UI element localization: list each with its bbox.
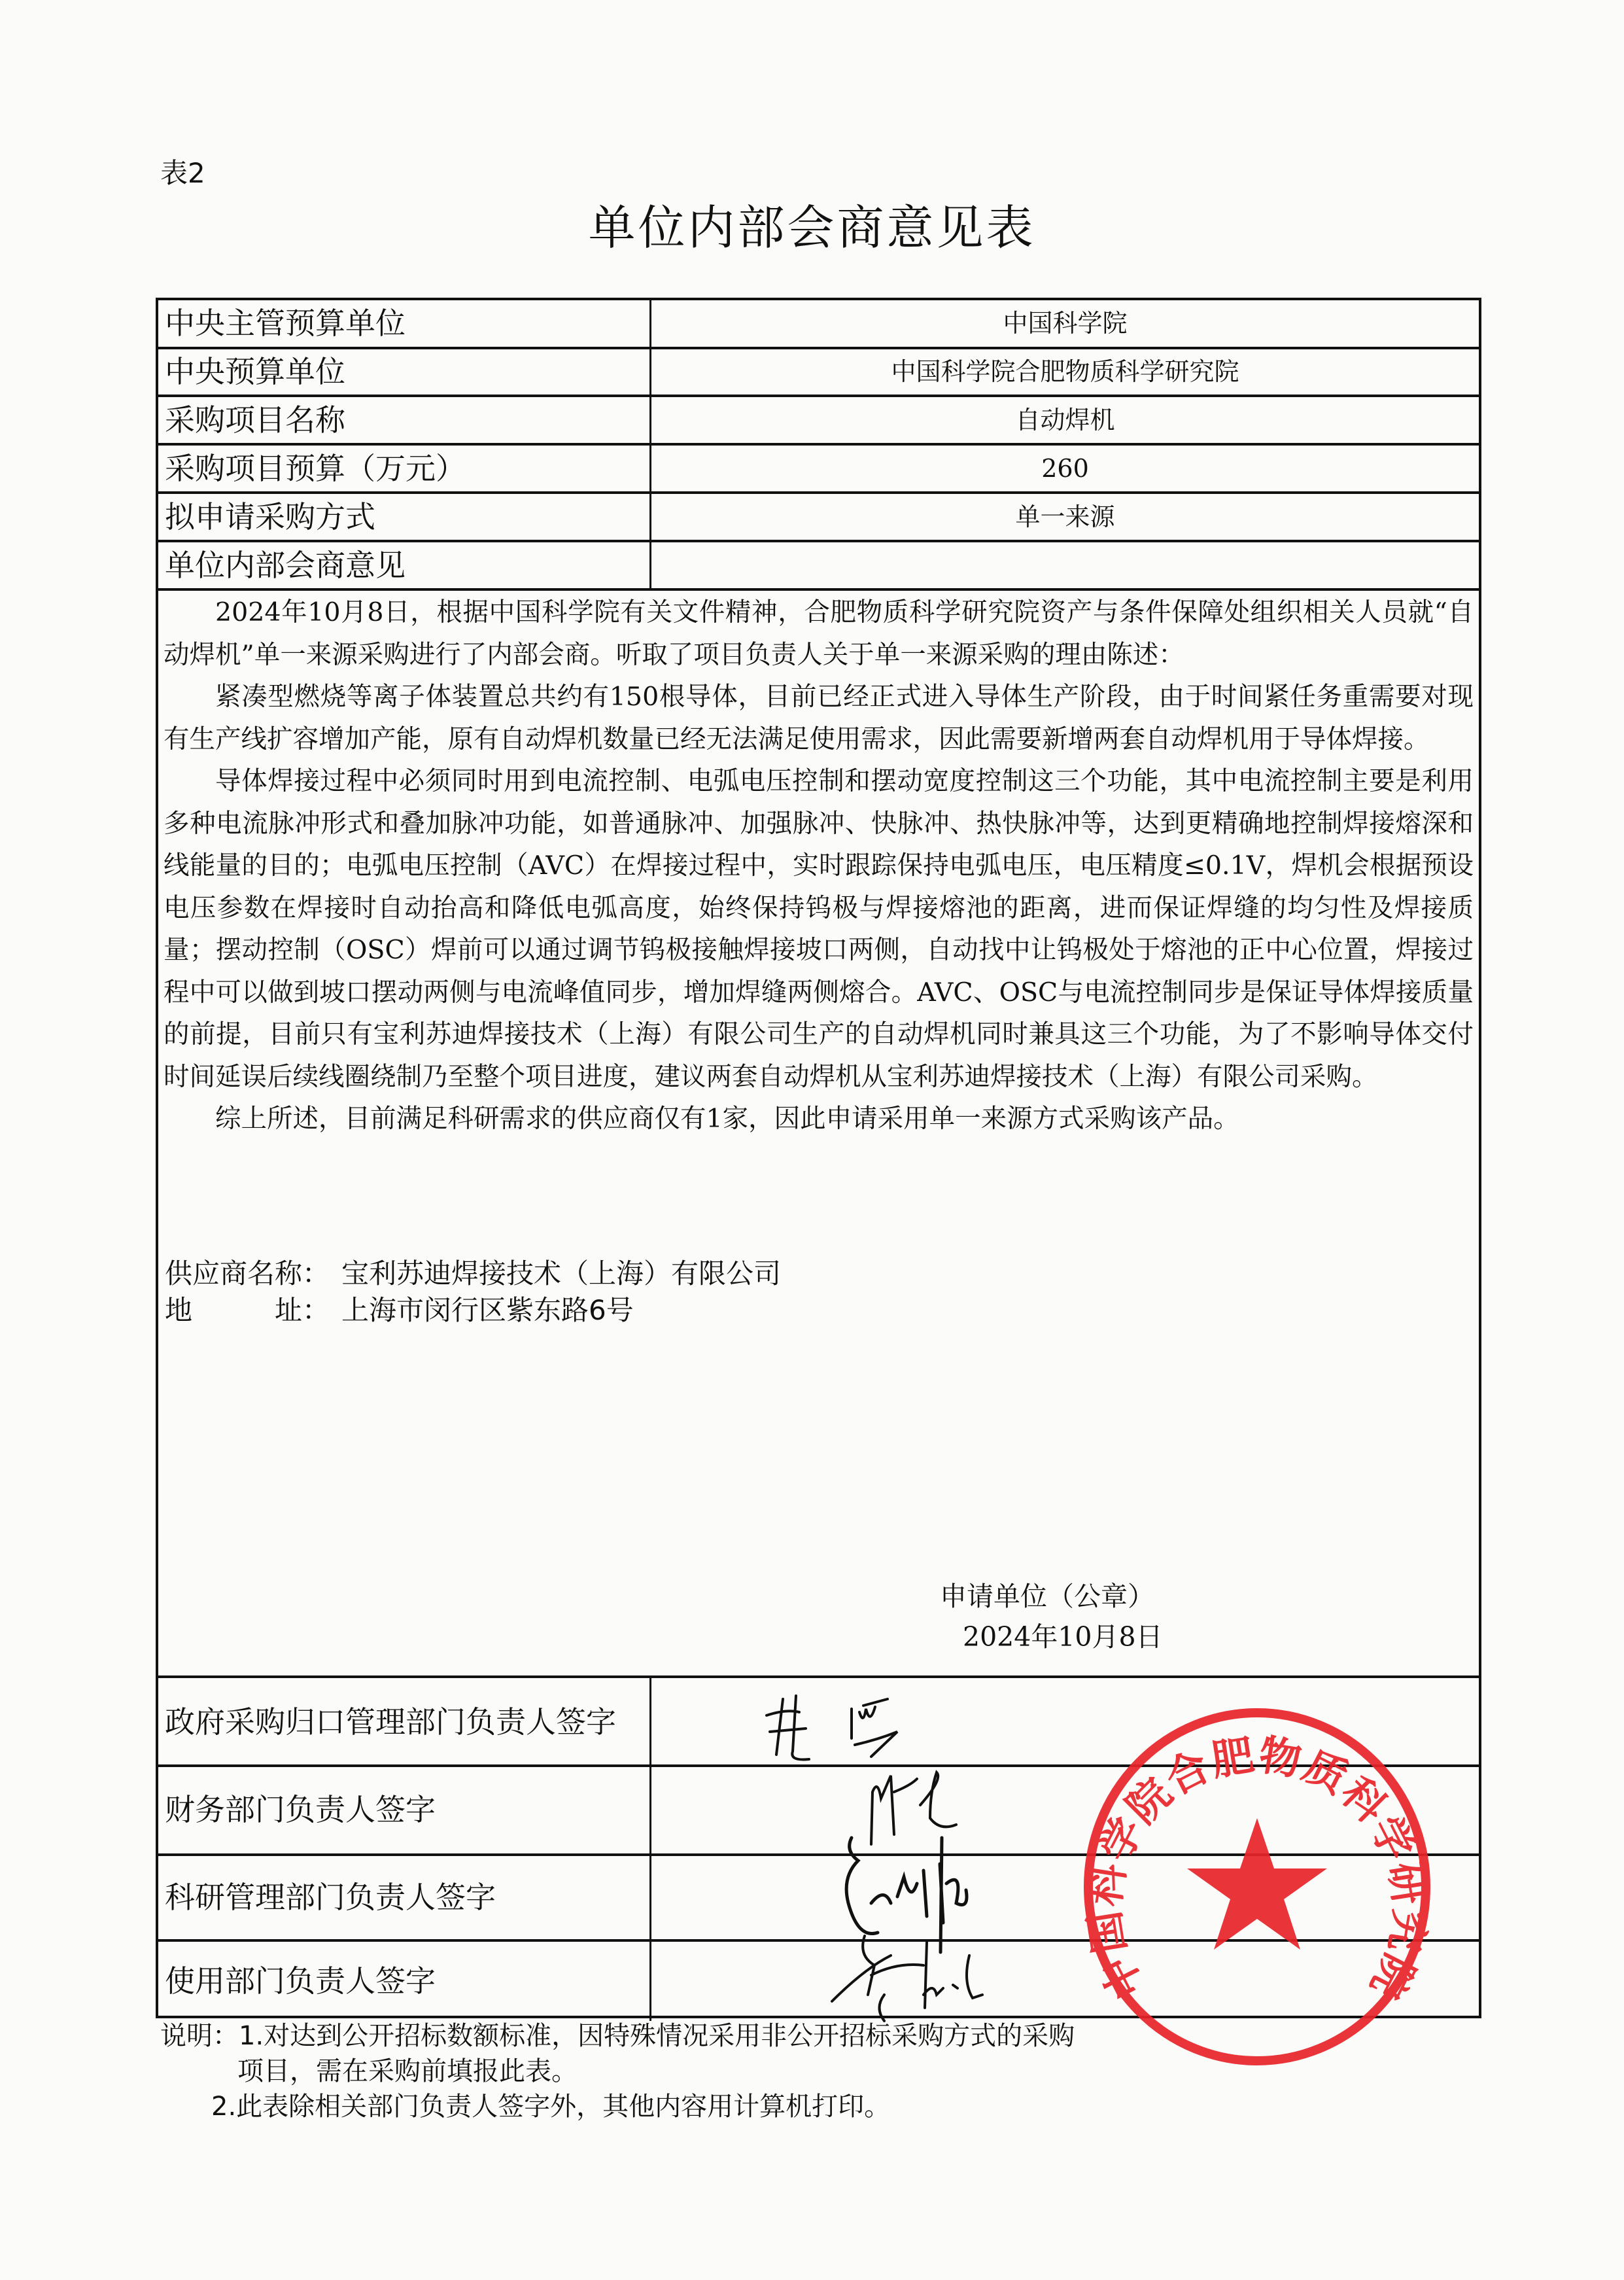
- applicant-seal-area: [940, 1576, 1163, 1657]
- star-icon: [1187, 1818, 1327, 1950]
- column-divider: [649, 1677, 651, 2021]
- note-line: 项目，需在采购前填报此表。: [237, 2056, 578, 2086]
- value-central-supervising-unit: 中国科学院: [1003, 309, 1128, 338]
- label-user-dept-signature: 使用部门负责人签字: [165, 1963, 436, 1999]
- label-finance-dept-signature: 财务部门负责人签字: [165, 1792, 436, 1827]
- label-project-budget: 采购项目预算（万元）: [165, 451, 466, 486]
- note-line: 2.此表除相关部门负责人签字外，其他内容用计算机打印。: [211, 2092, 891, 2122]
- official-seal-stamp: [1077, 1704, 1437, 2070]
- handwritten-signature: [812, 1916, 1048, 2027]
- handwritten-signature: [747, 1679, 1022, 1778]
- supplier-address: 上海市闵行区紫东路6号: [341, 1294, 634, 1326]
- value-central-budget-unit: 中国科学院合肥物质科学研究院: [891, 357, 1239, 386]
- table-number: 表2: [160, 157, 205, 189]
- supplier-name-label: 供应商名称：: [165, 1257, 330, 1289]
- row-divider: [158, 1675, 1479, 1678]
- value-project-budget: 260: [1041, 454, 1089, 483]
- supplier-address-label: 地 址：: [165, 1294, 330, 1326]
- label-internal-opinion: 单位内部会商意见: [165, 548, 406, 583]
- row-divider: [158, 395, 1479, 397]
- supplier-name: 宝利苏迪焊接技术（上海）有限公司: [341, 1257, 782, 1289]
- row-divider: [158, 347, 1479, 349]
- label-project-name: 采购项目名称: [165, 402, 345, 438]
- value-procurement-method: 单一来源: [1015, 502, 1115, 531]
- label-central-budget-unit: 中央预算单位: [165, 354, 345, 389]
- value-project-name: 自动焊机: [1015, 406, 1115, 434]
- seal-lettering-path: 中国科学院合肥物质科学研究院: [1080, 1730, 1434, 2007]
- label-central-supervising-unit: 中央主管预算单位: [165, 306, 406, 341]
- label-research-dept-signature: 科研管理部门负责人签字: [165, 1880, 496, 1915]
- opinion-paragraph: 导体焊接过程中必须同时用到电流控制、电弧电压控制和摆动宽度控制这三个功能，其中电流控制主要是利用多种电流脉冲形式和叠加脉冲功能，如普通脉冲、加强脉冲、快脉冲、热快脉冲等，达到更精确地控制焊接熔深和线能量的目的；电弧电压控制（AVC）在焊接过程中，实时跟踪保持电弧电压，电压精度≤0.1V，焊机会根据预设电压参数在焊接时自动抬高和降低电弧高度，始终保持钨极与焊接熔池的距离，进而保证焊缝的均匀性及焊接质量；摆动控制（OSC）焊前可以通过调节钨极接触焊接坡口两侧，自动找中让钨极处于熔池的正中心位置，焊接过程中可以做到坡口摆动两侧与电流峰值同步，增加焊缝两侧熔合。AVC、OSC与电流控制同步是保证导体焊接质量的前提，目前只有宝利苏迪焊接技术（上海）有限公司生产的自动焊机同时兼具这三个功能，为了不影响导体交付时间延误后续线圈绕制乃至整个项目进度，建议两套自动焊机从宝利苏迪焊接技术（上海）有限公司采购。: [164, 766, 1474, 1092]
- row-divider: [158, 443, 1479, 446]
- opinion-paragraph: 紧凑型燃烧等离子体装置总共约有150根导体，目前已经正式进入导体生产阶段，由于时间紧任务重需要对现有生产线扩容增加产能，原有自动焊机数量已经无法满足使用需求，因此需要新增两套自动焊机用于导体焊接。: [164, 682, 1474, 754]
- label-procurement-dept-signature: 政府采购归口管理部门负责人签字: [165, 1704, 616, 1740]
- consultation-form-table: [156, 298, 1481, 2018]
- page-title: 单位内部会商意见表: [588, 200, 1036, 255]
- note-line: 说明：1.对达到公开招标数额标准，因特殊情况采用非公开招标采购方式的采购: [160, 2021, 1075, 2051]
- opinion-text: [164, 591, 1474, 1140]
- opinion-paragraph: 综上所述，目前满足科研需求的供应商仅有1家，因此申请采用单一来源方式采购该产品。: [215, 1104, 1239, 1134]
- applicant-label: 申请单位（公章）: [940, 1581, 1154, 1612]
- row-divider: [158, 540, 1479, 542]
- notes: [160, 2018, 1075, 2124]
- row-divider: [158, 588, 1479, 591]
- supplier-info: [165, 1255, 781, 1329]
- opinion-paragraph: 2024年10月8日，根据中国科学院有关文件精神，合肥物质科学研究院资产与条件保障处组织相关人员就“自动焊机”单一来源采购进行了内部会商。听取了项目负责人关于单一来源采购的理由陈述：: [164, 597, 1474, 670]
- row-divider: [158, 491, 1479, 494]
- applicant-date: 2024年10月8日: [963, 1621, 1163, 1653]
- label-procurement-method: 拟申请采购方式: [165, 499, 375, 535]
